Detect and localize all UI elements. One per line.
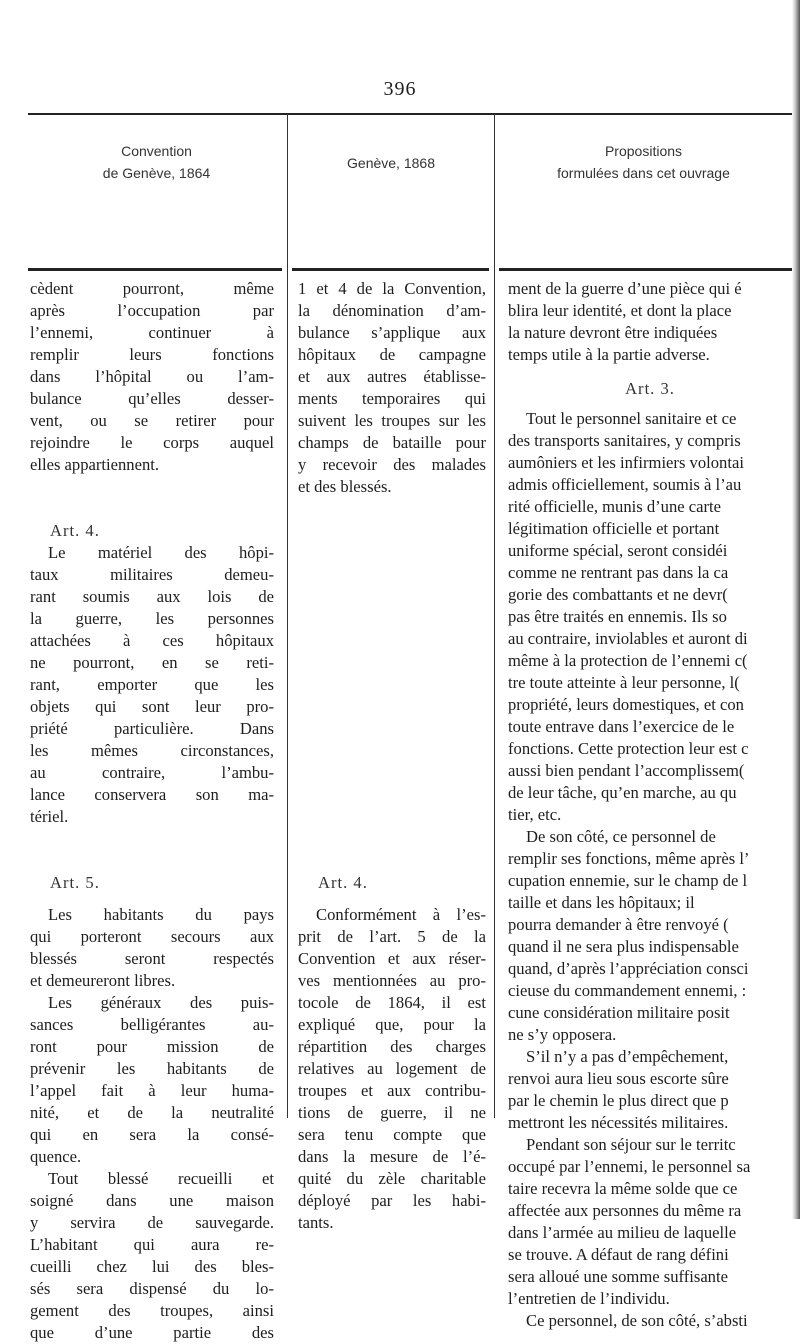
text-line: bulance qu’elles desser- xyxy=(30,389,274,408)
column-divider-1 xyxy=(287,113,288,1118)
paragraph xyxy=(508,1046,792,1134)
text-line: Pendant son séjour sur le territc xyxy=(526,1135,736,1154)
text-line: remplir leurs fonctions xyxy=(30,345,274,364)
text-line: au contraire, inviolables et auront di xyxy=(508,629,748,648)
text-line: et aux autres établisse- xyxy=(298,367,486,386)
text-line: les mêmes circonstances, xyxy=(30,741,274,760)
paragraph xyxy=(298,278,486,498)
article-heading: Art. 3. xyxy=(625,379,675,398)
text-line: rant soumis aux lois de xyxy=(30,587,274,606)
text-line: ront pour mission de xyxy=(30,1037,274,1056)
text-line: taire recevra la même solde que ce xyxy=(508,1179,738,1198)
text-line: que d’une partie des xyxy=(30,1323,274,1342)
text-line: Convention et aux réser- xyxy=(298,949,486,968)
text-line: gement des troupes, ainsi xyxy=(30,1301,274,1320)
text-line: troupes et aux contribu- xyxy=(298,1081,486,1100)
text-line: uniforme spécial, seront considéi xyxy=(508,541,728,560)
header-col1-line: Convention xyxy=(121,143,192,159)
text-line: sera tenu compte que xyxy=(298,1125,486,1144)
text-line: par le chemin le plus direct que p xyxy=(508,1091,729,1110)
text-line: se trouve. A défaut de rang défini xyxy=(508,1245,729,1264)
paragraph xyxy=(30,1168,274,1344)
text-line: nité, et de la neutralité xyxy=(30,1103,274,1122)
article-heading: Art. 5. xyxy=(50,873,100,892)
text-line: l’entretien de l’individu. xyxy=(508,1289,670,1308)
text-line: dans l’hôpital ou l’am- xyxy=(30,367,274,386)
text-line: la guerre, les personnes xyxy=(30,609,274,628)
binding-shadow xyxy=(792,0,800,1219)
text-line: lance conservera son ma- xyxy=(30,785,274,804)
text-line: y servira de sauvegarde. xyxy=(30,1213,274,1232)
text-line: Le matériel des hôpi- xyxy=(48,543,274,562)
text-line: occupé par l’ennemi, le personnel sa xyxy=(508,1157,751,1176)
text-line: S’il n’y a pas d’empêchement, xyxy=(526,1047,729,1066)
text-line: cune considération militaire posit xyxy=(508,1003,730,1022)
paragraph xyxy=(508,1134,792,1310)
article-heading: Art. 4. xyxy=(318,873,368,892)
text-line: tre toute atteinte à leur personne, l( xyxy=(508,673,740,692)
text-line: renvoi aura lieu sous escorte sûre xyxy=(508,1069,729,1088)
text-line: et des blessés. xyxy=(298,477,392,496)
header-col2 xyxy=(290,152,492,174)
text-line: blira leur identité, et dont la place xyxy=(508,301,732,320)
text-line: ne pourront, en se reti- xyxy=(30,653,274,672)
paragraph xyxy=(30,992,274,1168)
text-line: même à la protection de l’ennemi c( xyxy=(508,651,748,670)
text-line: temps utile à la partie adverse. xyxy=(508,345,710,364)
text-line: remplir ses fonctions, même après l’ xyxy=(508,849,750,868)
text-line: Tout blessé recueilli et xyxy=(48,1169,274,1188)
text-line: cupation ennemie, sur le champ de l xyxy=(508,871,748,890)
text-line: suivent les troupes sur les xyxy=(298,411,486,430)
column-divider-2 xyxy=(494,113,495,1118)
text-line: ne s’y opposera. xyxy=(508,1025,617,1044)
text-line: ment de la guerre d’une pièce qui é xyxy=(508,279,742,298)
text-line: la dénomination d’am- xyxy=(298,301,486,320)
header-col3 xyxy=(497,140,790,184)
paragraph xyxy=(508,1310,792,1332)
text-line: tériel. xyxy=(30,807,69,826)
column-1868 xyxy=(298,278,486,1234)
paragraph xyxy=(298,904,486,1234)
text-line: quité du zèle charitable xyxy=(298,1169,486,1188)
text-line: champs de bataille pour xyxy=(298,433,486,452)
text-line: rité officielle, munis d’une carte xyxy=(508,497,722,516)
text-line: priété particulière. Dans xyxy=(30,719,274,738)
text-line: comme ne rentrant pas dans la ca xyxy=(508,563,729,582)
text-line: l’ennemi, continuer à xyxy=(30,323,274,342)
text-line: objets qui sont leur pro- xyxy=(30,697,274,716)
text-line: blessés seront respectés xyxy=(30,949,274,968)
text-line: Conformément à l’es- xyxy=(316,905,486,924)
text-line: dans l’armée au milieu de laquelle xyxy=(508,1223,737,1242)
text-line: taux militaires demeu- xyxy=(30,565,274,584)
text-line: expliqué que, pour la xyxy=(298,1015,486,1034)
text-line: y recevoir des malades xyxy=(298,455,486,474)
text-line: prit de l’art. 5 de la xyxy=(298,927,486,946)
text-line: Les habitants du pays xyxy=(48,905,274,924)
text-line: mettront les nécessités militaires. xyxy=(508,1113,729,1132)
header-rule-col3 xyxy=(499,268,800,271)
text-line: elles appartiennent. xyxy=(30,455,160,474)
text-line: aumôniers et les infirmiers volontai xyxy=(508,453,744,472)
text-line: quand, d’après l’appréciation consci xyxy=(508,959,749,978)
text-line: fonctions. Cette protection leur est c xyxy=(508,739,749,758)
text-line: aussi bien pendant l’accomplissem( xyxy=(508,761,745,780)
text-line: bulance s’applique aux xyxy=(298,323,486,342)
text-line: tants. xyxy=(298,1213,334,1232)
header-rule-col2 xyxy=(292,268,489,271)
paragraph xyxy=(508,408,792,826)
text-line: taille et dans les hôpitaux; il xyxy=(508,893,695,912)
text-line: Ce personnel, de son côté, s’absti xyxy=(526,1311,748,1330)
header-col3-line: formulées dans cet ouvrage xyxy=(557,165,730,181)
text-line: ments temporaires qui xyxy=(298,389,486,408)
text-line: dans la mesure de l’é- xyxy=(298,1147,486,1166)
text-line: tions de guerre, il ne xyxy=(298,1103,486,1122)
text-line: 1 et 4 de la Convention, xyxy=(298,279,486,298)
text-line: après l’occupation par xyxy=(30,301,274,320)
text-line: des transports sanitaires, y compris xyxy=(508,431,741,450)
paragraph xyxy=(30,542,274,828)
text-line: au contraire, l’ambu- xyxy=(30,763,274,782)
text-line: la nature devront être indiquées xyxy=(508,323,718,342)
text-line: quence. xyxy=(30,1147,82,1166)
text-line: cieuse du commandement ennemi, : xyxy=(508,981,747,1000)
header-col2-line: Genève, 1868 xyxy=(347,155,435,171)
text-line: pourra demander à être renvoyé ( xyxy=(508,915,729,934)
paragraph xyxy=(508,826,792,1046)
paragraph xyxy=(508,278,792,366)
text-line: l’appel fait à leur huma- xyxy=(30,1081,274,1100)
text-line: cueilli chez lui des bles- xyxy=(30,1257,274,1276)
text-line: et demeureront libres. xyxy=(30,971,176,990)
page-number: 396 xyxy=(383,78,417,100)
text-line: De son côté, ce personnel de xyxy=(526,827,716,846)
header-col1 xyxy=(28,140,285,184)
text-line: propriété, leurs domestiques, et con xyxy=(508,695,744,714)
paragraph xyxy=(30,904,274,992)
text-line: admis officiellement, soumis à l’au xyxy=(508,475,742,494)
text-line: soigné dans une maison xyxy=(30,1191,274,1210)
text-line: de leur tâche, qu’en marche, au qu xyxy=(508,783,737,802)
text-line: vent, ou se retirer pour xyxy=(30,411,274,430)
text-line: rejoindre le corps auquel xyxy=(30,433,274,452)
header-col1-line: de Genève, 1864 xyxy=(102,165,211,181)
article-heading: Art. 4. xyxy=(50,521,100,540)
text-line: hôpitaux de campagne xyxy=(298,345,486,364)
text-line: légitimation officielle et portant xyxy=(508,519,720,538)
text-line: Les généraux des puis- xyxy=(48,993,274,1012)
text-line: cèdent pourront, même xyxy=(30,279,274,298)
text-line: répartition des charges xyxy=(298,1037,486,1056)
text-line: quand il ne sera plus indispensable xyxy=(508,937,739,956)
text-line: relatives au logement de xyxy=(298,1059,486,1078)
text-line: gorie des combattants et ne devr( xyxy=(508,585,728,604)
text-line: attachées à ces hôpitaux xyxy=(30,631,274,650)
text-line: sances belligérantes au- xyxy=(30,1015,274,1034)
header-rule-col1 xyxy=(28,268,282,271)
text-line: tocole de 1864, il est xyxy=(298,993,486,1012)
text-line: déployé par les habi- xyxy=(298,1191,486,1210)
text-line: prévenir les habitants de xyxy=(30,1059,274,1078)
text-line: ves mentionnées au pro- xyxy=(298,971,486,990)
column-propositions xyxy=(508,278,792,1332)
text-line: L’habitant qui aura re- xyxy=(30,1235,274,1254)
text-line: toute entrave dans l’exercice de le xyxy=(508,717,735,736)
text-line: affectée aux personnes du même ra xyxy=(508,1201,742,1220)
text-line: pas être traités en ennemis. Ils so xyxy=(508,607,727,626)
top-rule xyxy=(28,113,800,115)
text-line: qui porteront secours aux xyxy=(30,927,274,946)
column-1864 xyxy=(30,278,274,1344)
text-line: qui en sera la consé- xyxy=(30,1125,274,1144)
text-line: sera alloué une somme suffisante xyxy=(508,1267,728,1286)
paragraph xyxy=(30,278,274,476)
text-line: tier, etc. xyxy=(508,805,562,824)
text-line: Tout le personnel sanitaire et ce xyxy=(526,409,737,428)
text-line: sés sera dispensé du lo- xyxy=(30,1279,274,1298)
text-line: rant, emporter que les xyxy=(30,675,274,694)
header-col3-line: Propositions xyxy=(604,143,683,159)
